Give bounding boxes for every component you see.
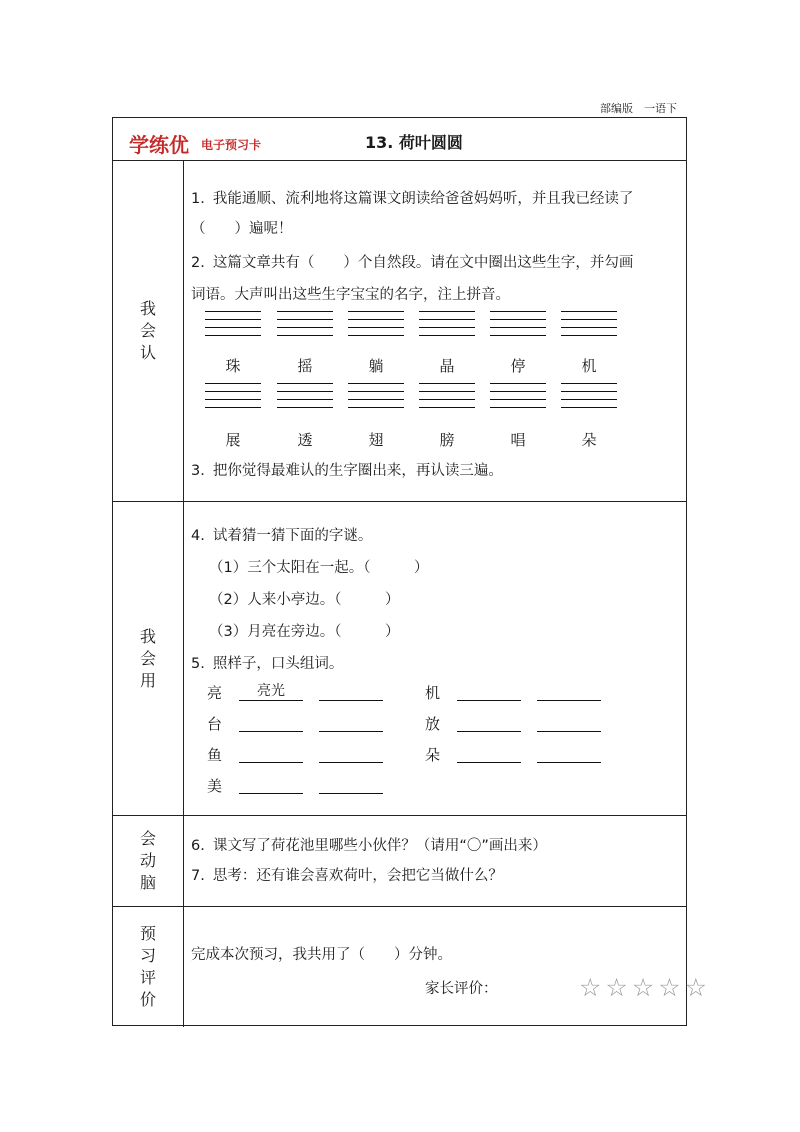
question-7: 7. 思考：还有谁会喜欢荷叶，会把它当做什么？ — [191, 868, 503, 884]
question-5: 5. 照样子，口头组词。 — [191, 656, 344, 672]
question-3: 3. 把你觉得最难认的生字圈出来，再认读三遍。 — [191, 463, 503, 479]
section-recognize — [113, 160, 686, 502]
word-blank[interactable] — [457, 682, 521, 701]
pinyin-grid[interactable] — [205, 383, 261, 415]
word-blank[interactable] — [239, 775, 303, 794]
section-label-cell — [113, 502, 184, 816]
section-label: 会 动 脑 — [139, 829, 156, 892]
character: 机 — [581, 357, 597, 375]
question-2: 2. 这篇文章共有（ ）个自然段。请在文中圈出这些生字，并勾画 — [191, 255, 634, 271]
word-blank[interactable] — [537, 682, 601, 701]
section-label: 我 会 用 — [139, 627, 156, 690]
pinyin-grid[interactable] — [490, 383, 546, 415]
word-char: 机 — [425, 684, 441, 702]
pinyin-grid[interactable] — [348, 383, 404, 415]
section-label-cell — [113, 816, 184, 907]
character: 摇 — [297, 357, 313, 375]
section-think — [113, 815, 686, 907]
word-blank[interactable] — [239, 713, 303, 732]
character: 珠 — [225, 357, 241, 375]
word-char: 放 — [425, 715, 441, 733]
preview-card — [112, 117, 712, 1026]
section-content — [185, 907, 712, 1027]
word-char: 美 — [207, 777, 223, 795]
section-content — [185, 816, 686, 907]
edition-label: 部编版 一语下 — [600, 102, 677, 115]
section-content — [185, 161, 686, 502]
section-label-cell — [113, 907, 184, 1027]
character: 晶 — [439, 357, 455, 375]
character: 躺 — [368, 357, 384, 375]
question-6: 6. 课文写了荷花池里哪些小伙伴？（请用“〇”画出来） — [191, 838, 547, 854]
header-row — [113, 118, 686, 160]
word-blank[interactable] — [319, 775, 383, 794]
brand-subtitle: 电子预习卡 — [201, 138, 262, 152]
word-blank[interactable] — [319, 744, 383, 763]
pinyin-grid[interactable] — [419, 311, 475, 343]
example-word-blank: 亮光 — [239, 682, 303, 701]
star-rating[interactable]: ☆☆☆☆☆ — [579, 973, 712, 1002]
pinyin-grid[interactable] — [277, 311, 333, 343]
pinyin-grid[interactable] — [490, 311, 546, 343]
word-blank[interactable] — [319, 682, 383, 701]
character: 膀 — [439, 431, 455, 449]
character: 透 — [297, 431, 313, 449]
riddle-2: （2）人来小亭边。（ ） — [209, 592, 400, 608]
section-label-cell — [113, 161, 184, 502]
word-char: 亮 — [207, 684, 223, 702]
character: 朵 — [581, 431, 597, 449]
lesson-title: 13. 荷叶圆圆 — [365, 133, 463, 152]
section-use — [113, 501, 686, 816]
word-blank[interactable] — [457, 744, 521, 763]
question-1: 1. 我能通顺、流利地将这篇课文朗读给爸爸妈妈听，并且我已经读了 — [191, 191, 634, 207]
section-evaluate — [113, 906, 712, 1027]
word-blank[interactable] — [457, 713, 521, 732]
pinyin-grid[interactable] — [561, 383, 617, 415]
word-char: 鱼 — [207, 746, 223, 764]
character: 唱 — [510, 431, 526, 449]
word-blank[interactable] — [239, 744, 303, 763]
pinyin-grid[interactable] — [205, 311, 261, 343]
riddle-1: （1）三个太阳在一起。（ ） — [209, 560, 429, 576]
question-4: 4. 试着猜一猜下面的字谜。 — [191, 528, 373, 544]
character: 翅 — [368, 431, 384, 449]
word-blank[interactable] — [537, 744, 601, 763]
section-label: 预 习 评 价 — [139, 924, 156, 1009]
pinyin-grid[interactable] — [277, 383, 333, 415]
word-blank[interactable] — [537, 713, 601, 732]
pinyin-grid[interactable] — [419, 383, 475, 415]
section-content — [185, 502, 686, 816]
parent-rating-label: 家长评价： — [425, 981, 498, 997]
time-spent: 完成本次预习，我共用了（ ）分钟。 — [191, 947, 452, 963]
question-2-cont: 词语。大声叫出这些生字宝宝的名字，注上拼音。 — [191, 287, 510, 303]
question-1-cont: （ ）遍呢！ — [191, 221, 293, 237]
character: 展 — [225, 431, 241, 449]
word-blank[interactable] — [319, 713, 383, 732]
character: 停 — [510, 357, 526, 375]
word-char: 朵 — [425, 746, 441, 764]
pinyin-grid[interactable] — [348, 311, 404, 343]
section-label: 我 会 认 — [139, 299, 156, 362]
word-char: 台 — [207, 715, 223, 733]
pinyin-grid[interactable] — [561, 311, 617, 343]
riddle-3: （3）月亮在旁边。（ ） — [209, 624, 400, 640]
brand-name: 学练优 — [129, 133, 189, 157]
